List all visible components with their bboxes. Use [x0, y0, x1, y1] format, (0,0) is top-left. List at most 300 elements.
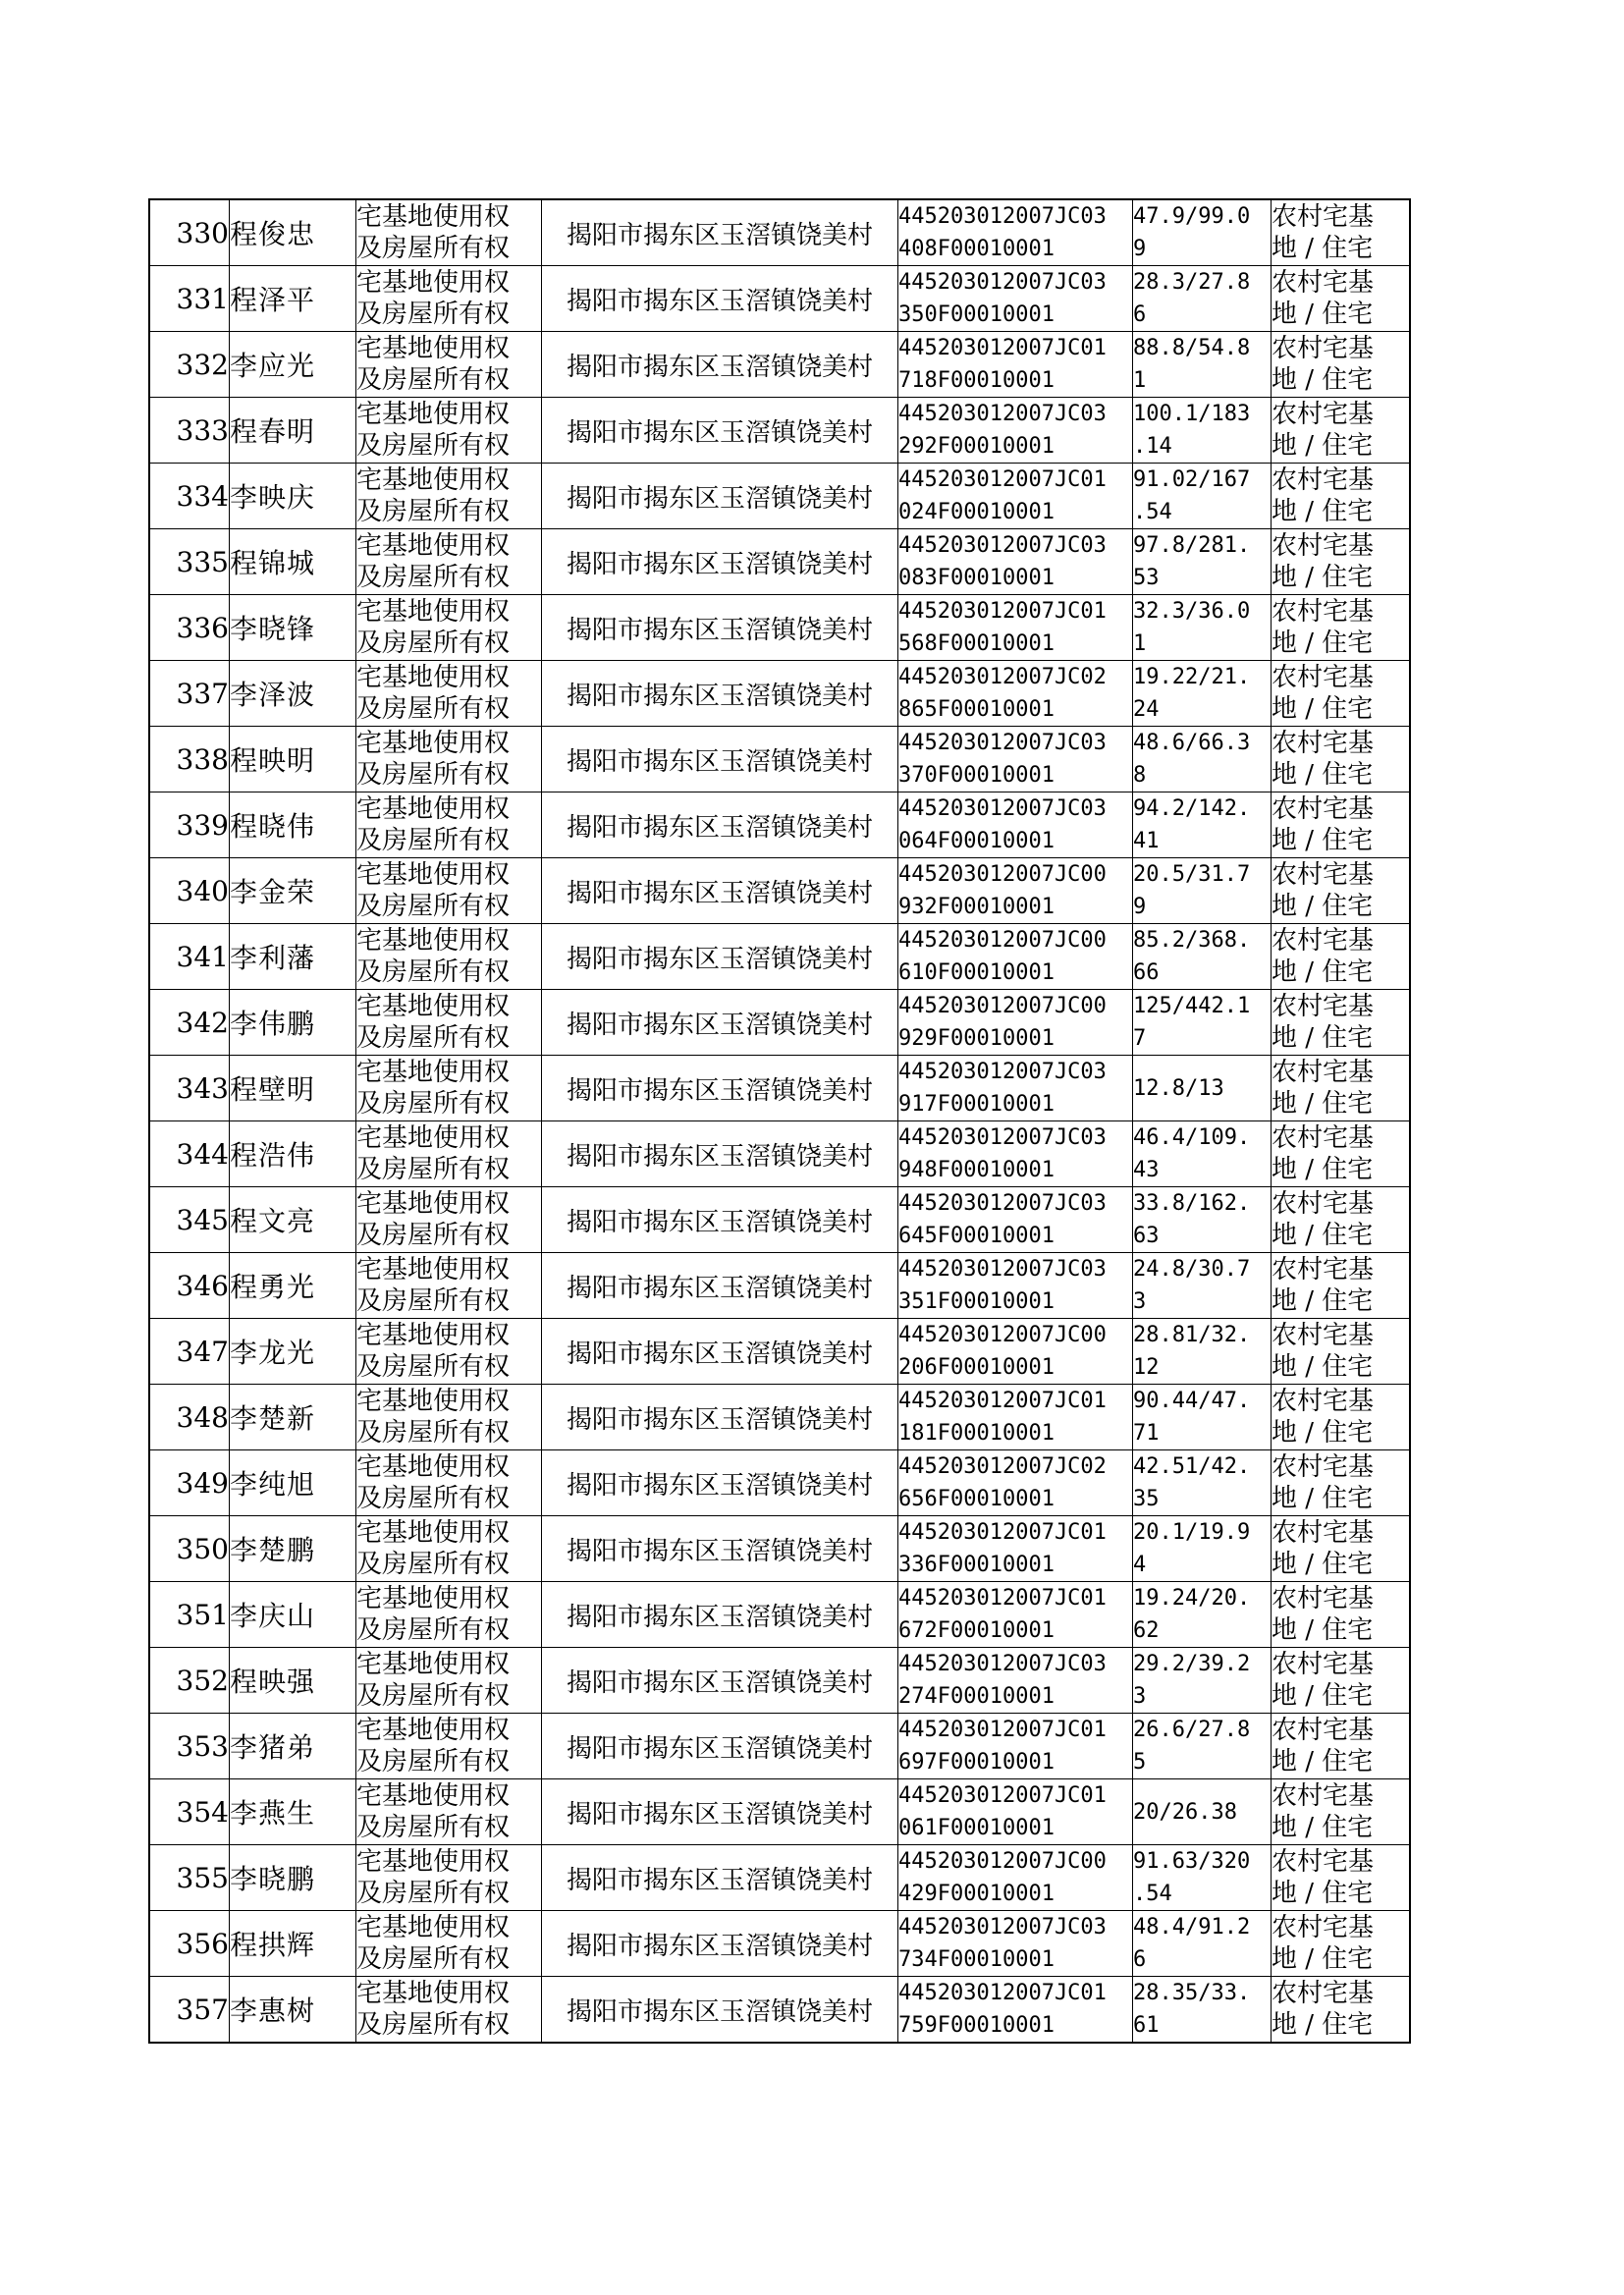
row-number-cell-text: 354 — [176, 1795, 229, 1829]
owner-name-cell-text: 程壁明 — [230, 1073, 316, 1106]
area-cell-text: 28.3/27.8 — [1133, 270, 1251, 295]
location-cell — [542, 464, 898, 529]
right-type-cell-text: 宅基地使用权 — [356, 1650, 511, 1679]
table-row — [149, 1187, 1410, 1253]
owner-name-cell — [230, 1516, 356, 1582]
land-use-cell — [1272, 1648, 1411, 1714]
area-cell — [1133, 464, 1272, 529]
location-cell — [542, 990, 898, 1056]
location-cell — [542, 727, 898, 792]
owner-name-cell-text: 程拱辉 — [230, 1929, 316, 1961]
unit-code-cell-text: 445203012007JC03 — [898, 1257, 1107, 1282]
unit-code-cell-text: 445203012007JC03 — [898, 1060, 1107, 1084]
unit-code-cell-text: 932F00010001 — [898, 895, 1055, 919]
land-use-cell-text: 地 / 住宅 — [1272, 1879, 1374, 1908]
owner-name-cell-text: 李伟鹏 — [230, 1008, 316, 1040]
location-cell-text: 揭阳市揭东区玉滘镇饶美村 — [566, 1075, 873, 1106]
land-use-cell — [1272, 266, 1411, 332]
area-cell — [1133, 792, 1272, 858]
owner-name-cell — [230, 792, 356, 858]
right-type-cell-text: 及房屋所有权 — [356, 1550, 511, 1579]
area-cell-text: 91.02/167 — [1133, 467, 1251, 492]
owner-name-cell-text: 程泽平 — [230, 284, 316, 316]
right-type-cell-text: 及房屋所有权 — [356, 2010, 511, 2040]
table-row — [149, 1845, 1410, 1911]
area-cell — [1133, 1714, 1272, 1779]
owner-name-cell-text: 李晓鹏 — [230, 1863, 316, 1895]
owner-name-cell — [230, 1911, 356, 1977]
area-cell-text: 12 — [1133, 1355, 1160, 1380]
land-use-cell — [1272, 464, 1411, 529]
owner-name-cell — [230, 858, 356, 924]
unit-code-cell — [898, 727, 1133, 792]
area-cell-text: .54 — [1133, 500, 1172, 524]
row-number-cell-text: 353 — [176, 1729, 229, 1763]
right-type-cell-text: 及房屋所有权 — [356, 892, 511, 921]
owner-name-cell-text: 程映强 — [230, 1666, 316, 1698]
right-type-cell — [356, 1450, 542, 1516]
right-type-cell — [356, 858, 542, 924]
owner-name-cell — [230, 924, 356, 990]
land-use-cell-text: 农村宅基 — [1272, 729, 1375, 758]
owner-name-cell-text: 李应光 — [230, 350, 316, 382]
right-type-cell-text: 及房屋所有权 — [356, 1155, 511, 1184]
row-number-cell-text: 336 — [176, 611, 229, 644]
row-number-cell-text: 347 — [176, 1335, 229, 1368]
owner-name-cell-text: 程勇光 — [230, 1271, 316, 1303]
right-type-cell-text: 宅基地使用权 — [356, 400, 511, 429]
right-type-cell — [356, 1253, 542, 1319]
row-number-cell-text: 345 — [176, 1203, 229, 1236]
right-type-cell-text: 及房屋所有权 — [356, 1813, 511, 1842]
land-use-cell — [1272, 1056, 1411, 1121]
land-use-cell — [1272, 199, 1411, 266]
unit-code-cell — [898, 1845, 1133, 1911]
land-use-cell-text: 地 / 住宅 — [1272, 497, 1374, 526]
area-cell-text: 19.24/20. — [1133, 1586, 1251, 1611]
row-number-cell — [149, 1516, 230, 1582]
land-use-cell-text: 地 / 住宅 — [1272, 1681, 1374, 1711]
land-use-cell-text: 农村宅基 — [1272, 334, 1375, 363]
right-type-cell-text: 及房屋所有权 — [356, 826, 511, 855]
land-use-cell-text: 地 / 住宅 — [1272, 1944, 1374, 1974]
location-cell — [542, 1187, 898, 1253]
owner-name-cell-text: 程俊忠 — [230, 218, 316, 250]
right-type-cell-text: 及房屋所有权 — [356, 760, 511, 790]
land-use-cell — [1272, 1582, 1411, 1648]
land-use-cell-text: 地 / 住宅 — [1272, 892, 1374, 921]
area-cell-text: 29.2/39.2 — [1133, 1652, 1251, 1676]
right-type-cell — [356, 1845, 542, 1911]
location-cell-text: 揭阳市揭东区玉滘镇饶美村 — [566, 1602, 873, 1632]
location-cell-text: 揭阳市揭东区玉滘镇饶美村 — [566, 615, 873, 645]
location-cell — [542, 199, 898, 266]
area-cell-text: 3 — [1133, 1289, 1147, 1314]
unit-code-cell-text: 445203012007JC01 — [898, 467, 1107, 492]
table-row — [149, 332, 1410, 398]
area-cell-text: 66 — [1133, 960, 1160, 985]
land-use-cell-text: 地 / 住宅 — [1272, 300, 1374, 329]
unit-code-cell-text: 292F00010001 — [898, 434, 1055, 459]
right-type-cell-text: 宅基地使用权 — [356, 268, 511, 298]
row-number-cell-text: 339 — [176, 808, 229, 842]
unit-code-cell-text: 064F00010001 — [898, 829, 1055, 853]
right-type-cell — [356, 924, 542, 990]
owner-name-cell-text: 李泽波 — [230, 679, 316, 711]
land-use-cell-text: 地 / 住宅 — [1272, 1089, 1374, 1119]
right-type-cell-text: 宅基地使用权 — [356, 794, 511, 824]
location-cell-text: 揭阳市揭东区玉滘镇饶美村 — [566, 1470, 873, 1501]
area-cell-text: 32.3/36.0 — [1133, 599, 1251, 624]
right-type-cell-text: 及房屋所有权 — [356, 1221, 511, 1250]
right-type-cell — [356, 1187, 542, 1253]
area-cell — [1133, 1121, 1272, 1187]
unit-code-cell-text: 445203012007JC03 — [898, 1191, 1107, 1216]
area-cell-text: 8 — [1133, 763, 1147, 788]
right-type-cell-text: 及房屋所有权 — [356, 1944, 511, 1974]
row-number-cell-text: 352 — [176, 1664, 229, 1697]
right-type-cell — [356, 595, 542, 661]
unit-code-cell-text: 445203012007JC03 — [898, 1652, 1107, 1676]
land-use-cell-text: 农村宅基 — [1272, 926, 1375, 956]
row-number-cell-text: 344 — [176, 1137, 229, 1171]
location-cell-text: 揭阳市揭东区玉滘镇饶美村 — [566, 681, 873, 711]
location-cell-text: 揭阳市揭东区玉滘镇饶美村 — [566, 1996, 873, 2027]
location-cell-text: 揭阳市揭东区玉滘镇饶美村 — [566, 1339, 873, 1369]
right-type-cell-text: 及房屋所有权 — [356, 694, 511, 724]
unit-code-cell — [898, 1319, 1133, 1385]
area-cell-text: 42.51/42. — [1133, 1454, 1251, 1479]
row-number-cell — [149, 1648, 230, 1714]
table-row — [149, 1779, 1410, 1845]
unit-code-cell-text: 445203012007JC03 — [898, 402, 1107, 426]
row-number-cell-text: 355 — [176, 1861, 229, 1894]
unit-code-cell-text: 568F00010001 — [898, 631, 1055, 656]
owner-name-cell — [230, 1648, 356, 1714]
unit-code-cell-text: 445203012007JC00 — [898, 862, 1107, 887]
right-type-cell-text: 及房屋所有权 — [356, 563, 511, 592]
unit-code-cell-text: 445203012007JC02 — [898, 665, 1107, 689]
unit-code-cell — [898, 990, 1133, 1056]
right-type-cell-text: 宅基地使用权 — [356, 1387, 511, 1416]
table-row — [149, 792, 1410, 858]
owner-name-cell — [230, 1187, 356, 1253]
unit-code-cell-text: 929F00010001 — [898, 1026, 1055, 1051]
right-type-cell — [356, 266, 542, 332]
land-use-cell-text: 农村宅基 — [1272, 1584, 1375, 1613]
table-row — [149, 464, 1410, 529]
location-cell — [542, 1121, 898, 1187]
owner-name-cell-text: 程晓伟 — [230, 810, 316, 843]
row-number-cell — [149, 1779, 230, 1845]
location-cell — [542, 792, 898, 858]
unit-code-cell-text: 445203012007JC03 — [898, 1125, 1107, 1150]
row-number-cell — [149, 1056, 230, 1121]
row-number-cell-text: 356 — [176, 1927, 229, 1960]
owner-name-cell-text: 程文亮 — [230, 1205, 316, 1237]
unit-code-cell — [898, 199, 1133, 266]
land-use-cell-text: 地 / 住宅 — [1272, 1484, 1374, 1513]
row-number-cell-text: 334 — [176, 479, 229, 513]
unit-code-cell-text: 445203012007JC00 — [898, 1323, 1107, 1347]
owner-name-cell-text: 李燕生 — [230, 1797, 316, 1830]
table-row — [149, 661, 1410, 727]
table-row — [149, 1648, 1410, 1714]
area-cell — [1133, 529, 1272, 595]
right-type-cell-text: 及房屋所有权 — [356, 1418, 511, 1448]
land-use-cell-text: 农村宅基 — [1272, 1321, 1375, 1350]
row-number-cell-text: 338 — [176, 742, 229, 776]
area-cell — [1133, 1845, 1272, 1911]
unit-code-cell-text: 445203012007JC01 — [898, 1520, 1107, 1545]
area-cell-text: 71 — [1133, 1421, 1160, 1446]
land-use-cell-text: 农村宅基 — [1272, 860, 1375, 890]
land-use-cell-text: 地 / 住宅 — [1272, 1023, 1374, 1053]
right-type-cell — [356, 398, 542, 464]
table-body — [149, 199, 1410, 2043]
table-row — [149, 529, 1410, 595]
table-row — [149, 1253, 1410, 1319]
area-cell-text: 12.8/13 — [1133, 1075, 1224, 1101]
right-type-cell-text: 宅基地使用权 — [356, 1189, 511, 1219]
row-number-cell-text: 337 — [176, 677, 229, 710]
right-type-cell-text: 宅基地使用权 — [356, 926, 511, 956]
unit-code-cell-text: 445203012007JC02 — [898, 1454, 1107, 1479]
location-cell-text: 揭阳市揭东区玉滘镇饶美村 — [566, 1010, 873, 1040]
unit-code-cell-text: 445203012007JC03 — [898, 731, 1107, 755]
land-use-cell-text: 地 / 住宅 — [1272, 365, 1374, 395]
row-number-cell — [149, 1253, 230, 1319]
row-number-cell-text: 341 — [176, 940, 229, 973]
table-row — [149, 1911, 1410, 1977]
location-cell-text: 揭阳市揭东区玉滘镇饶美村 — [566, 1273, 873, 1303]
row-number-cell — [149, 990, 230, 1056]
right-type-cell-text: 宅基地使用权 — [356, 465, 511, 495]
land-use-cell-text: 地 / 住宅 — [1272, 1813, 1374, 1842]
area-cell — [1133, 990, 1272, 1056]
unit-code-cell-text: 370F00010001 — [898, 763, 1055, 788]
area-cell-text: 91.63/320 — [1133, 1849, 1251, 1874]
row-number-cell — [149, 1714, 230, 1779]
row-number-cell-text: 340 — [176, 874, 229, 907]
row-number-cell — [149, 529, 230, 595]
owner-name-cell-text: 李晓锋 — [230, 613, 316, 645]
area-cell-text: 61 — [1133, 2013, 1160, 2038]
land-use-cell-text: 地 / 住宅 — [1272, 1418, 1374, 1448]
area-cell-text: 3 — [1133, 1684, 1147, 1709]
location-cell — [542, 332, 898, 398]
unit-code-cell-text: 351F00010001 — [898, 1289, 1055, 1314]
land-registry-table — [148, 198, 1411, 2044]
owner-name-cell — [230, 398, 356, 464]
right-type-cell — [356, 727, 542, 792]
location-cell — [542, 1779, 898, 1845]
unit-code-cell-text: 734F00010001 — [898, 1947, 1055, 1972]
area-cell — [1133, 1516, 1272, 1582]
unit-code-cell — [898, 332, 1133, 398]
right-type-cell-text: 宅基地使用权 — [356, 1518, 511, 1548]
land-use-cell-text: 农村宅基 — [1272, 465, 1375, 495]
location-cell-text: 揭阳市揭东区玉滘镇饶美村 — [566, 944, 873, 974]
owner-name-cell-text: 李庆山 — [230, 1600, 316, 1632]
row-number-cell-text: 331 — [176, 282, 229, 315]
location-cell-text: 揭阳市揭东区玉滘镇饶美村 — [566, 746, 873, 777]
row-number-cell — [149, 1977, 230, 2044]
unit-code-cell-text: 948F00010001 — [898, 1158, 1055, 1182]
land-use-cell-text: 地 / 住宅 — [1272, 431, 1374, 461]
unit-code-cell-text: 445203012007JC01 — [898, 1586, 1107, 1611]
area-cell-text: 48.6/66.3 — [1133, 731, 1251, 755]
right-type-cell-text: 宅基地使用权 — [356, 1123, 511, 1153]
area-cell — [1133, 661, 1272, 727]
unit-code-cell — [898, 1714, 1133, 1779]
unit-code-cell-text: 024F00010001 — [898, 500, 1055, 524]
land-use-cell — [1272, 1845, 1411, 1911]
area-cell-text: 100.1/183 — [1133, 402, 1251, 426]
unit-code-cell-text: 759F00010001 — [898, 2013, 1055, 2038]
location-cell — [542, 1385, 898, 1450]
location-cell — [542, 858, 898, 924]
right-type-cell-text: 宅基地使用权 — [356, 597, 511, 627]
table-row — [149, 924, 1410, 990]
unit-code-cell — [898, 529, 1133, 595]
owner-name-cell-text: 李金荣 — [230, 876, 316, 908]
area-cell-text: 9 — [1133, 895, 1147, 919]
right-type-cell-text: 宅基地使用权 — [356, 1913, 511, 1942]
area-cell-text: 43 — [1133, 1158, 1160, 1182]
unit-code-cell — [898, 792, 1133, 858]
row-number-cell — [149, 1845, 230, 1911]
area-cell-text: 85.2/368. — [1133, 928, 1251, 953]
right-type-cell-text: 宅基地使用权 — [356, 1255, 511, 1284]
right-type-cell-text: 宅基地使用权 — [356, 1584, 511, 1613]
land-use-cell — [1272, 661, 1411, 727]
unit-code-cell-text: 445203012007JC01 — [898, 1981, 1107, 2005]
unit-code-cell-text: 061F00010001 — [898, 1816, 1055, 1840]
land-use-cell-text: 农村宅基 — [1272, 1255, 1375, 1284]
row-number-cell — [149, 1582, 230, 1648]
land-use-cell-text: 农村宅基 — [1272, 1781, 1375, 1811]
location-cell — [542, 1253, 898, 1319]
area-cell — [1133, 1253, 1272, 1319]
right-type-cell-text: 及房屋所有权 — [356, 1286, 511, 1316]
land-use-cell — [1272, 1779, 1411, 1845]
land-use-cell-text: 地 / 住宅 — [1272, 694, 1374, 724]
unit-code-cell-text: 445203012007JC03 — [898, 796, 1107, 821]
row-number-cell-text: 350 — [176, 1532, 229, 1565]
land-use-cell — [1272, 1911, 1411, 1977]
area-cell-text: 48.4/91.2 — [1133, 1915, 1251, 1940]
location-cell-text: 揭阳市揭东区玉滘镇饶美村 — [566, 1536, 873, 1566]
right-type-cell — [356, 199, 542, 266]
right-type-cell-text: 宅基地使用权 — [356, 663, 511, 692]
location-cell — [542, 661, 898, 727]
row-number-cell — [149, 266, 230, 332]
land-use-cell-text: 地 / 住宅 — [1272, 1615, 1374, 1645]
area-cell-text: 1 — [1133, 631, 1147, 656]
land-use-cell-text: 农村宅基 — [1272, 400, 1375, 429]
location-cell — [542, 1648, 898, 1714]
right-type-cell-text: 及房屋所有权 — [356, 957, 511, 987]
right-type-cell-text: 宅基地使用权 — [356, 334, 511, 363]
table-row — [149, 1714, 1410, 1779]
location-cell-text: 揭阳市揭东区玉滘镇饶美村 — [566, 1141, 873, 1172]
row-number-cell — [149, 1450, 230, 1516]
land-use-cell-text: 农村宅基 — [1272, 1387, 1375, 1416]
right-type-cell — [356, 464, 542, 529]
right-type-cell-text: 及房屋所有权 — [356, 365, 511, 395]
location-cell-text: 揭阳市揭东区玉滘镇饶美村 — [566, 1799, 873, 1830]
row-number-cell — [149, 858, 230, 924]
row-number-cell — [149, 332, 230, 398]
right-type-cell-text: 宅基地使用权 — [356, 1781, 511, 1811]
land-use-cell — [1272, 1450, 1411, 1516]
unit-code-cell-text: 718F00010001 — [898, 368, 1055, 393]
right-type-cell-text: 及房屋所有权 — [356, 1023, 511, 1053]
area-cell-text: 97.8/281. — [1133, 533, 1251, 558]
location-cell-text: 揭阳市揭东区玉滘镇饶美村 — [566, 1865, 873, 1895]
location-cell-text: 揭阳市揭东区玉滘镇饶美村 — [566, 483, 873, 514]
owner-name-cell-text: 李楚新 — [230, 1402, 316, 1435]
owner-name-cell-text: 程映明 — [230, 744, 316, 777]
area-cell-text: 4 — [1133, 1553, 1147, 1577]
unit-code-cell-text: 429F00010001 — [898, 1882, 1055, 1906]
row-number-cell — [149, 661, 230, 727]
land-use-cell — [1272, 1253, 1411, 1319]
row-number-cell-text: 357 — [176, 1993, 229, 2026]
right-type-cell — [356, 1977, 542, 2044]
row-number-cell — [149, 1121, 230, 1187]
land-use-cell-text: 农村宅基 — [1272, 1979, 1375, 2008]
right-type-cell-text: 宅基地使用权 — [356, 531, 511, 561]
land-use-cell — [1272, 1516, 1411, 1582]
location-cell — [542, 1582, 898, 1648]
area-cell — [1133, 858, 1272, 924]
area-cell-text: 41 — [1133, 829, 1160, 853]
land-use-cell-text: 农村宅基 — [1272, 268, 1375, 298]
location-cell — [542, 1714, 898, 1779]
area-cell — [1133, 1977, 1272, 2044]
owner-name-cell — [230, 199, 356, 266]
right-type-cell — [356, 1779, 542, 1845]
land-use-cell-text: 农村宅基 — [1272, 597, 1375, 627]
unit-code-cell-text: 917F00010001 — [898, 1092, 1055, 1117]
unit-code-cell — [898, 398, 1133, 464]
row-number-cell-text: 335 — [176, 545, 229, 578]
area-cell-text: 19.22/21. — [1133, 665, 1251, 689]
location-cell-text: 揭阳市揭东区玉滘镇饶美村 — [566, 1404, 873, 1435]
row-number-cell-text: 342 — [176, 1006, 229, 1039]
right-type-cell-text: 及房屋所有权 — [356, 1089, 511, 1119]
table-row — [149, 1516, 1410, 1582]
area-cell-text: 24.8/30.7 — [1133, 1257, 1251, 1282]
land-use-cell-text: 地 / 住宅 — [1272, 1747, 1374, 1776]
unit-code-cell-text: 865F00010001 — [898, 697, 1055, 722]
land-use-cell-text: 农村宅基 — [1272, 1847, 1375, 1877]
location-cell-text: 揭阳市揭东区玉滘镇饶美村 — [566, 549, 873, 579]
unit-code-cell-text: 445203012007JC01 — [898, 1389, 1107, 1413]
area-cell-text: 47.9/99.0 — [1133, 204, 1251, 229]
unit-code-cell-text: 408F00010001 — [898, 237, 1055, 261]
unit-code-cell — [898, 1582, 1133, 1648]
right-type-cell-text: 宅基地使用权 — [356, 1716, 511, 1745]
table-row — [149, 1121, 1410, 1187]
unit-code-cell — [898, 661, 1133, 727]
land-use-cell-text: 地 / 住宅 — [1272, 957, 1374, 987]
area-cell-text: 88.8/54.8 — [1133, 336, 1251, 360]
right-type-cell-text: 宅基地使用权 — [356, 202, 511, 232]
unit-code-cell — [898, 1911, 1133, 1977]
